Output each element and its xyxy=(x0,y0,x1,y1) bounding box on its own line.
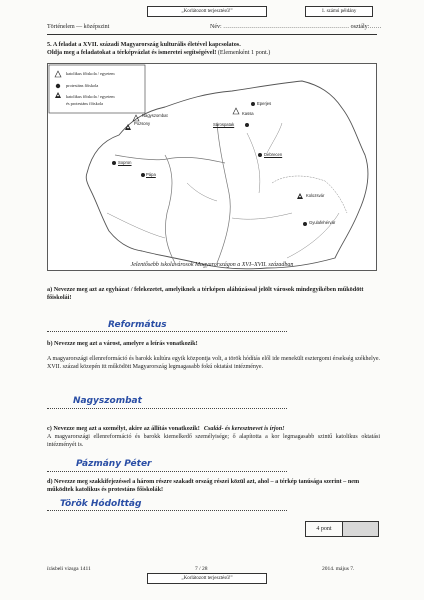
name-class-field: Név: ……………………………………………………… osztály:…… xyxy=(210,24,382,30)
answer-d-line[interactable] xyxy=(47,510,287,511)
eperjes-marker-icon xyxy=(251,102,255,106)
city-label-nagyszombat: Nagyszombat xyxy=(142,113,168,118)
gyulafehervar-marker-icon xyxy=(303,222,307,226)
city-label-gyulafehervar: Gyulafehérvár xyxy=(309,220,336,225)
legend-label-catholic: katolikus főiskola / egyetem xyxy=(66,71,115,76)
legend-label-protestant: protestáns főiskola xyxy=(66,83,99,88)
city-label-sarospatak: Sárospatak xyxy=(213,122,235,127)
question-d-text: d) Nevezze meg szakkifejezéssel a három részre szakadt ország részei közül azt, ahol – a térkép tanúsága szerint – nem működtek katolikus és protestáns főiskolák! xyxy=(47,478,360,493)
papa-marker-icon xyxy=(141,173,145,177)
answer-c-handwriting: Pázmány Péter xyxy=(76,459,152,469)
task-points: (Elemenként 1 pont.) xyxy=(217,49,271,56)
score-box xyxy=(305,521,379,537)
answer-a-handwriting: Református xyxy=(108,320,167,330)
debrecen-marker-icon xyxy=(258,153,262,157)
question-c-description: A magyarországi ellenreformáció és barokk kiemelkedő személyisége; ő alapította a kor legmagasabb szintű katolikus oktatási intézményét is. xyxy=(47,434,380,448)
task-title-line-2: Oldja meg a feladatokat a térképvázlat és ismeretei segítségével! xyxy=(47,49,217,56)
copy-number-box: 1. számú példány xyxy=(305,6,373,17)
score-box-field[interactable] xyxy=(343,522,378,536)
answer-c-line[interactable] xyxy=(47,471,287,472)
footer-date: 2014. május 7. xyxy=(322,566,355,572)
restricted-distribution-box: „Korlátozott terjesztésű!” xyxy=(147,6,267,17)
header-rule xyxy=(47,34,377,35)
question-c-hint: Család- és keresztnevet is írjon! xyxy=(203,425,285,432)
city-label-eperjes: Eperjes xyxy=(257,101,272,106)
city-label-debrecen: Debrecen xyxy=(264,152,283,157)
question-a-text: a) Nevezze meg azt az egyházat / felekezetet, amelyiknek a térképen aláhúzással jelölt városok mindegyikében működött főiskolái! xyxy=(47,286,364,301)
footer-page-number: 7 / 28 xyxy=(195,566,208,572)
question-b-description: A magyarországi ellenreformáció és barokk kultúra egyik központja volt, a török hódítás elől ide menekült esztergomi érsekség székhelye. XVII. század közepén itt működött Magyarország legmagasabb fokú oktatási intézménye. xyxy=(47,356,380,370)
footer-restricted-box: „Korlátozott terjesztésű!” xyxy=(147,573,267,584)
city-label-kolozsvar: Kolozsvár xyxy=(306,193,325,198)
answer-d-handwriting: Török Hódolttág xyxy=(60,499,142,509)
city-label-papa: Pápa xyxy=(146,172,156,177)
city-label-sopron: Sopron xyxy=(118,160,132,165)
sarospatak-marker-icon xyxy=(245,123,249,127)
city-label-kassa: Kassa xyxy=(242,111,254,116)
footer-exam-id: írásbeli vizsga 1411 xyxy=(47,566,91,572)
legend-label-both-2: és protestáns főiskola xyxy=(66,101,103,106)
answer-a-line[interactable] xyxy=(47,331,287,332)
legend-label-both-1: katolikus főiskola / egyetem xyxy=(66,94,115,99)
map-caption: Jelentősebb iskolavárosok Magyarországon a XVI–XVII. században xyxy=(130,262,294,268)
sopron-marker-icon xyxy=(112,161,116,165)
subject-level: Történelem — középszint xyxy=(47,24,110,30)
city-label-pozsony: Pozsony xyxy=(134,121,151,126)
answer-b-line[interactable] xyxy=(47,408,287,409)
task-title xyxy=(47,41,387,57)
question-c-text: c) Nevezze meg azt a személyt, akire az állítás vonatkozik! xyxy=(47,425,200,432)
legend-protestant-icon xyxy=(56,84,60,88)
question-b-text: b) Nevezze meg azt a várost, amelyre a leírás vonatkozik! xyxy=(47,340,198,347)
answer-b-handwriting: Nagyszombat xyxy=(73,396,142,406)
score-box-label: 4 pont xyxy=(306,522,343,536)
task-title-line-1: 5. A feladat a XVII. századi Magyarország kulturális életével kapcsolatos. xyxy=(47,41,241,48)
